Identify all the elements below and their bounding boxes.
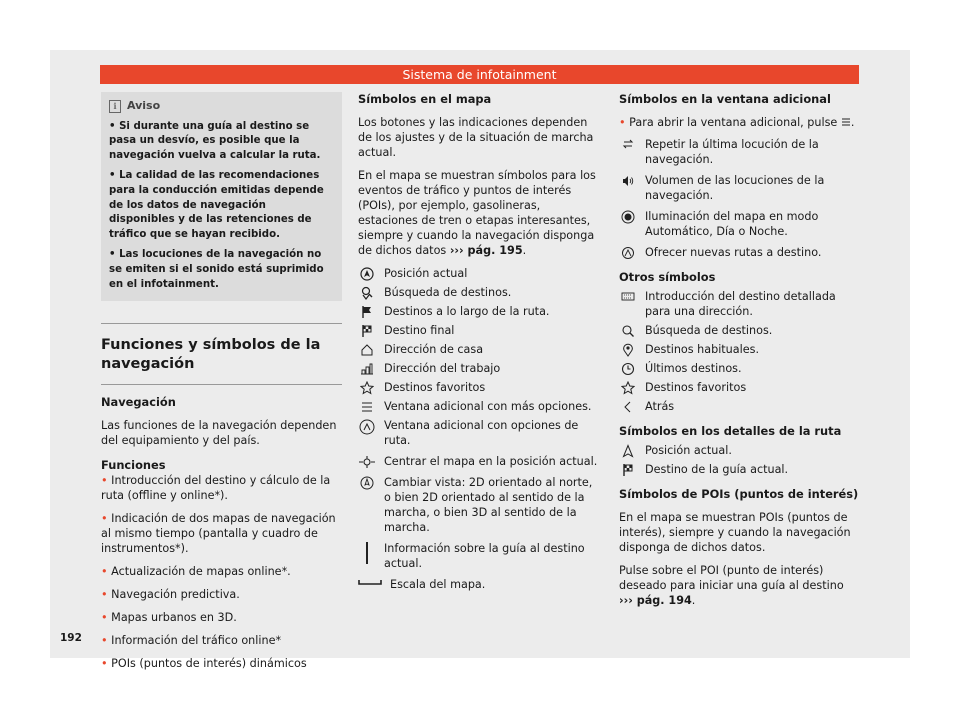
symbol-row: Información sobre la guía al destino actual. <box>358 541 600 571</box>
compass-view-icon <box>358 475 376 490</box>
additional-window-heading: Símbolos en la ventana adicional <box>619 92 831 106</box>
column-right <box>619 92 860 608</box>
map-symbols-para1: Los botones y las indicaciones dependen de los ajustes y de la situación de marcha actual. <box>358 116 594 159</box>
symbol-row: Cambiar vista: 2D orientado al norte, o bien 2D orientado al sentido de la marcha, o bien 3D al sentido de la marcha. <box>358 475 600 535</box>
checkered-flag-icon <box>358 323 376 338</box>
route-options-icon <box>358 418 376 435</box>
symbol-row: Volumen de las locuciones de la navegación. <box>619 173 860 203</box>
back-chevron-icon <box>619 399 637 414</box>
home-icon <box>358 342 376 357</box>
poi-heading: Símbolos de POIs (puntos de interés) <box>619 486 859 501</box>
checkered-flag-icon <box>619 462 637 477</box>
guidance-bar-icon <box>358 541 376 564</box>
symbol-row: Ventana adicional con más opciones. <box>358 399 600 414</box>
clock-icon <box>619 361 637 376</box>
symbol-row: Iluminación del mapa en modo Automático, Día o Noche. <box>619 209 860 239</box>
route-details-heading: Símbolos en los detalles de la ruta <box>619 423 842 438</box>
additional-window-intro: • Para abrir la ventana adicional, pulse . <box>619 116 855 129</box>
page-reference[interactable]: ››› pág. 194 <box>619 593 692 607</box>
menu-icon <box>841 116 851 131</box>
symbol-row: Atrás <box>619 399 860 414</box>
symbol-row: Destinos favoritos <box>358 380 600 395</box>
aviso-header <box>109 99 333 114</box>
aviso-item: • Si durante una guía al destino se pasa un desvío, es posible que la navegación vuelva a calcular la ruta. <box>109 120 321 161</box>
volume-icon <box>619 173 637 188</box>
symbol-row: Repetir la última locución de la navegación. <box>619 137 860 167</box>
keyboard-icon <box>619 289 637 302</box>
symbol-row: Ofrecer nuevas rutas a destino. <box>619 245 860 260</box>
symbol-row: Escala del mapa. <box>358 577 600 592</box>
position-outline-icon <box>619 443 637 458</box>
symbol-row: Dirección de casa <box>358 342 600 357</box>
column-middle <box>358 92 600 592</box>
menu-icon <box>358 399 376 414</box>
poi-text: En el mapa se muestran POIs (puntos de interés), siempre y cuando la navegación disponga de dichos datos. <box>619 510 851 554</box>
page-reference[interactable]: ››› pág. 195 <box>449 244 523 257</box>
symbol-row: Búsqueda de destinos. <box>358 285 600 300</box>
functions-heading: Funciones <box>101 458 166 473</box>
page-number: 192 <box>60 632 82 644</box>
symbol-row: Introducción del destino detallada para una dirección. <box>619 289 860 319</box>
map-symbols-heading: Símbolos en el mapa <box>358 92 492 106</box>
star-outline-icon <box>619 380 637 395</box>
flag-icon <box>358 304 376 319</box>
bullet-item: • Información del tráfico online* <box>101 634 282 648</box>
symbol-row: Centrar el mapa en la posición actual. <box>358 454 600 469</box>
symbol-row: Posición actual. <box>619 443 860 458</box>
bullet-item: • Indicación de dos mapas de navegación al mismo tiempo (pantalla y cuadro de instrumentos*). <box>101 512 336 556</box>
symbol-row: Ventana adicional con opciones de ruta. <box>358 418 600 448</box>
poi-text2: Pulse sobre el POI (punto de interés) deseado para iniciar una guía al destino ››› pág. 194. <box>619 563 844 607</box>
bullet-item: • Actualización de mapas online*. <box>101 565 291 579</box>
position-arrow-icon <box>358 266 376 281</box>
bullet-item: • Mapas urbanos en 3D. <box>101 611 237 625</box>
search-icon <box>619 323 637 338</box>
symbol-row: Destinos habituales. <box>619 342 860 357</box>
destination-search-icon <box>358 285 376 300</box>
new-routes-icon <box>619 245 637 260</box>
center-map-icon <box>358 454 376 469</box>
aviso-box <box>101 92 342 301</box>
aviso-item: • Las locuciones de la navegación no se emiten si el sonido está suprimido en el infotainment. <box>109 249 324 290</box>
bullet-item: • Navegación predictiva. <box>101 588 240 602</box>
repeat-voice-icon <box>619 137 637 150</box>
bullet-item: • POIs (puntos de interés) dinámicos <box>101 657 307 671</box>
pin-icon <box>619 342 637 357</box>
symbol-row: Destino final <box>358 323 600 338</box>
page-header: Sistema de infotainment <box>100 65 859 84</box>
column-left <box>101 92 342 671</box>
map-light-icon <box>619 209 637 224</box>
bullet-item: • Introducción del destino y cálculo de la ruta (offline y online*). <box>101 474 331 503</box>
other-symbols-heading: Otros símbolos <box>619 269 716 284</box>
symbol-row: Últimos destinos. <box>619 361 860 376</box>
star-icon <box>358 380 376 395</box>
symbol-row: Búsqueda de destinos. <box>619 323 860 338</box>
symbol-row: Destinos a lo largo de la ruta. <box>358 304 600 319</box>
section-title: Funciones y símbolos de la navegación <box>101 323 342 385</box>
nav-text: Las funciones de la navegación dependen del equipamiento y del país. <box>101 419 337 448</box>
symbol-row: Dirección del trabajo <box>358 361 600 376</box>
aviso-item: • La calidad de las recomendaciones para la conducción emitidas depende de los datos de navegación disponibles y de las retenciones de tráfico que se hayan recibido. <box>109 170 324 240</box>
map-scale-icon <box>358 577 382 586</box>
work-icon <box>358 361 376 376</box>
aviso-label: Aviso <box>127 99 161 112</box>
symbol-row: Destinos favoritos <box>619 380 860 395</box>
nav-heading: Navegación <box>101 395 176 410</box>
symbol-row: Posición actual <box>358 266 600 281</box>
symbol-row: Destino de la guía actual. <box>619 462 860 477</box>
info-icon: i <box>109 100 121 113</box>
map-symbols-para2: En el mapa se muestran símbolos para los eventos de tráfico y puntos de interés (POIs), por ejemplo, gasolineras, estaciones de tren o etapas interesantes, siempre y cuando la navegación disponga de dichos datos ››› pág. 195. <box>358 169 596 257</box>
